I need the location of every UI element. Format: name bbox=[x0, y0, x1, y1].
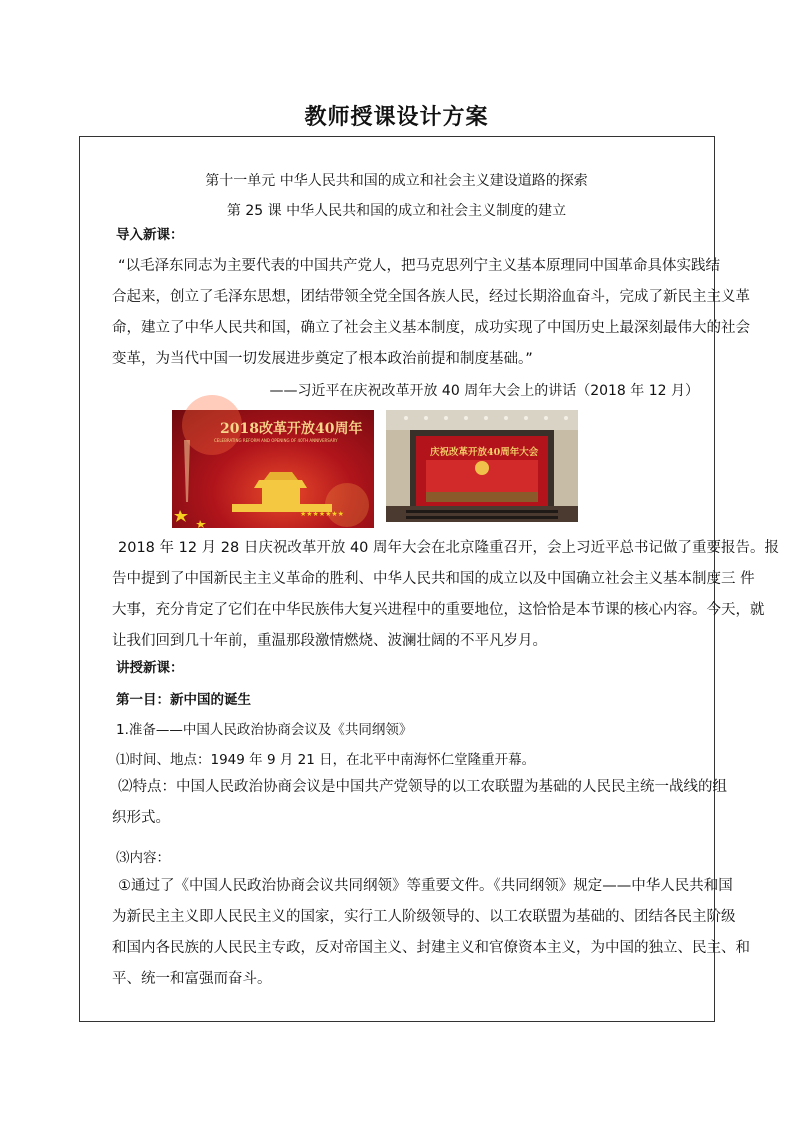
item1-features bbox=[112, 772, 727, 834]
intro-line: 大事，充分肯定了它们在中华民族伟大复兴进程中的重要地位，这恰恰是本节课的核心内容。今天，就 bbox=[112, 602, 765, 618]
quote-paragraph bbox=[112, 251, 750, 375]
content-line: 为新民主主义即人民民主义的国家，实行工人阶级领导的、以工农联盟为基础的、团结各民主阶级 bbox=[112, 909, 736, 925]
intro-line: 让我们回到几十年前，重温那段激情燃烧、波澜壮阔的不平凡岁月。 bbox=[112, 633, 547, 649]
unit-title: 第十一单元 中华人民共和国的成立和社会主义建设道路的探索 bbox=[205, 173, 588, 189]
quote-line: 变革，为当代中国一切发展进步奠定了根本政治前提和制度基础。” bbox=[112, 351, 533, 367]
features-line: ⑵特点：中国人民政治协商会议是中国共产党领导的以工农联盟为基础的人民民主统一战线的组 bbox=[118, 779, 727, 795]
hall-banner-text: 庆祝改革开放40周年大会 bbox=[430, 447, 539, 458]
content-line: 平、统一和富强而奋斗。 bbox=[112, 971, 272, 987]
document-title: 教师授课设计方案 bbox=[304, 105, 489, 130]
item1-content-label: ⑶内容： bbox=[116, 850, 170, 866]
poster-banner-text: 2018改革开放40周年 bbox=[220, 421, 363, 437]
intro-line: 2018 年 12 月 28 日庆祝改革开放 40 周年大会在北京隆重召开，会上习近平总书记做了重要报告。报 bbox=[118, 540, 780, 556]
poster-sub-text: CELEBRATING REFORM AND OPENING OF 40TH ANNIVERSARY bbox=[214, 438, 338, 443]
intro-label: 导入新课： bbox=[116, 227, 184, 243]
poster-stars: ★★★★★★★ bbox=[300, 510, 344, 518]
item1-time-place: ⑴时间、地点：1949 年 9 月 21 日，在北平中南海怀仁堂隆重开幕。 bbox=[116, 752, 536, 768]
content-line: 和国内各民族的人民民主专政，反对帝国主义、封建主义和官僚资本主义，为中国的独立、民主、和 bbox=[112, 940, 750, 956]
content-paragraph bbox=[112, 871, 750, 995]
item1-heading: 1.准备——中国人民政治协商会议及《共同纲领》 bbox=[116, 722, 413, 738]
lesson-title: 第 25 课 中华人民共和国的成立和社会主义制度的建立 bbox=[226, 203, 567, 219]
anniversary-poster-image bbox=[172, 410, 374, 528]
quote-line: 命，建立了中华人民共和国，确立了社会主义基本制度，成功实现了中国历史上最深刻最伟大的社会 bbox=[112, 320, 750, 336]
content-line: ①通过了《中国人民政治协商会议共同纲领》等重要文件。《共同纲领》规定——中华人民共和国 bbox=[118, 878, 733, 894]
quote-line: “以毛泽东同志为主要代表的中国共产党人，把马克思列宁主义基本原理同中国革命具体实践结 bbox=[118, 258, 721, 274]
conference-hall-image bbox=[386, 410, 578, 522]
quote-line: 合起来，创立了毛泽东思想，团结带领全党全国各族人民，经过长期浴血奋斗，完成了新民主主义革 bbox=[112, 289, 750, 305]
quote-source: ——习近平在庆祝改革开放 40 周年大会上的讲话（2018 年 12 月） bbox=[269, 383, 699, 399]
new-lesson-label: 讲授新课： bbox=[116, 660, 184, 676]
intro-line: 告中提到了中国新民主主义革命的胜利、中华人民共和国的成立以及中国确立社会主义基本制度三 件 bbox=[112, 571, 755, 587]
features-line: 织形式。 bbox=[112, 810, 170, 826]
section1-label: 第一目：新中国的诞生 bbox=[116, 692, 251, 708]
intro-paragraph bbox=[112, 533, 780, 657]
